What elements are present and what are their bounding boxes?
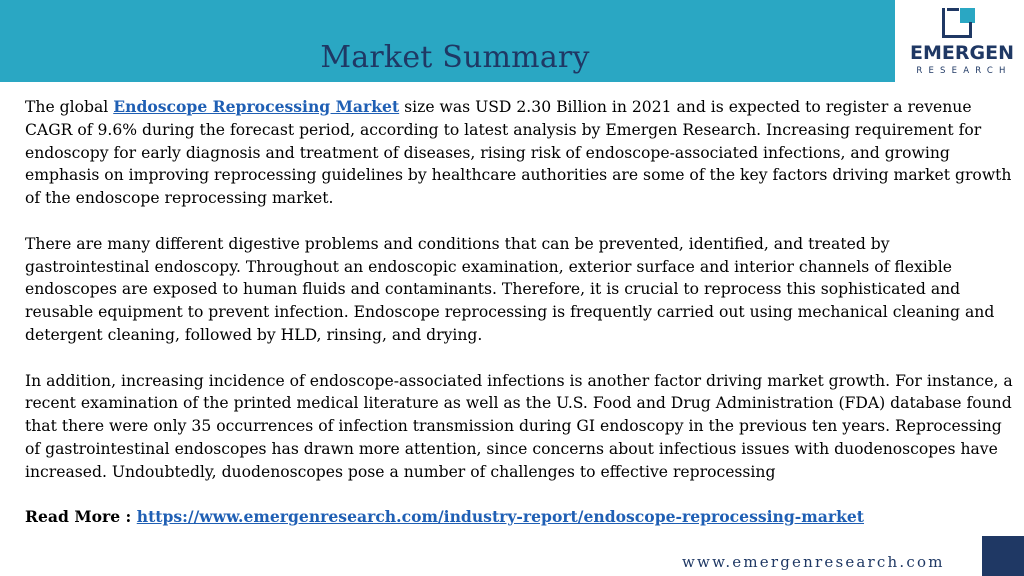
read-more-link[interactable]: https://www.emergenresearch.com/industry-report/endoscope-reprocessing-market xyxy=(136,507,865,527)
page-title: Market Summary xyxy=(320,40,590,75)
footer-website: www.emergenresearch.com xyxy=(682,553,945,571)
logo-subtitle: RESEARCH xyxy=(916,66,1012,76)
logo-square-icon xyxy=(942,8,972,38)
logo-name: EMERGEN xyxy=(910,42,1014,64)
paragraph-1-prefix: The global xyxy=(25,98,114,116)
read-more-label: Read More : xyxy=(25,507,137,527)
read-more xyxy=(25,506,1015,529)
paragraph-1 xyxy=(25,96,1015,210)
paragraph-2: There are many different digestive problems and conditions that can be prevented, identified, and treated by gastrointestinal endoscopy. Throughout an endoscopic examination, exterior surface and interior channels of flexible endoscopes are exposed to human fluids and contaminants. Therefore, it is crucial to reprocess this sophisticated and reusable equipment to prevent infection. Endoscope reprocessing is frequently carried out using mechanical cleaning and detergent cleaning, followed by HLD, rinsing, and drying. xyxy=(25,234,995,344)
paragraph-1-rest: size was USD 2.30 Billion in 2021 and is expected to register a revenue CAGR of 9.6% during the forecast period, according to latest analysis by Emergen Research. Increasing requirement for endoscopy for early diagnosis and treatment of diseases, rising risk of endoscope-associated infections, and growing emphasis on improving reprocessing guidelines by healthcare authorities are some of the key factors driving market growth of the endoscope reprocessing market. xyxy=(25,98,1012,208)
paragraph-3: In addition, increasing incidence of endoscope-associated infections is another factor driving market growth. For instance, a recent examination of the printed medical literature as well as the U.S. Food and Drug Administration (FDA) database found that there were only 35 occurrences of infection transmission during GI endoscopy in the previous ten years. Reprocessing of gastrointestinal endoscopes has drawn more attention, since concerns about infectious issues with duodenoscopes have increased. Undoubtedly, duodenoscopes pose a number of challenges to effective reprocessing xyxy=(25,371,1013,481)
summary-content xyxy=(25,96,1015,552)
logo-bar xyxy=(969,22,972,38)
emergen-logo xyxy=(898,2,1024,84)
market-report-link[interactable]: Endoscope Reprocessing Market xyxy=(113,97,400,116)
corner-decoration xyxy=(982,536,1024,576)
